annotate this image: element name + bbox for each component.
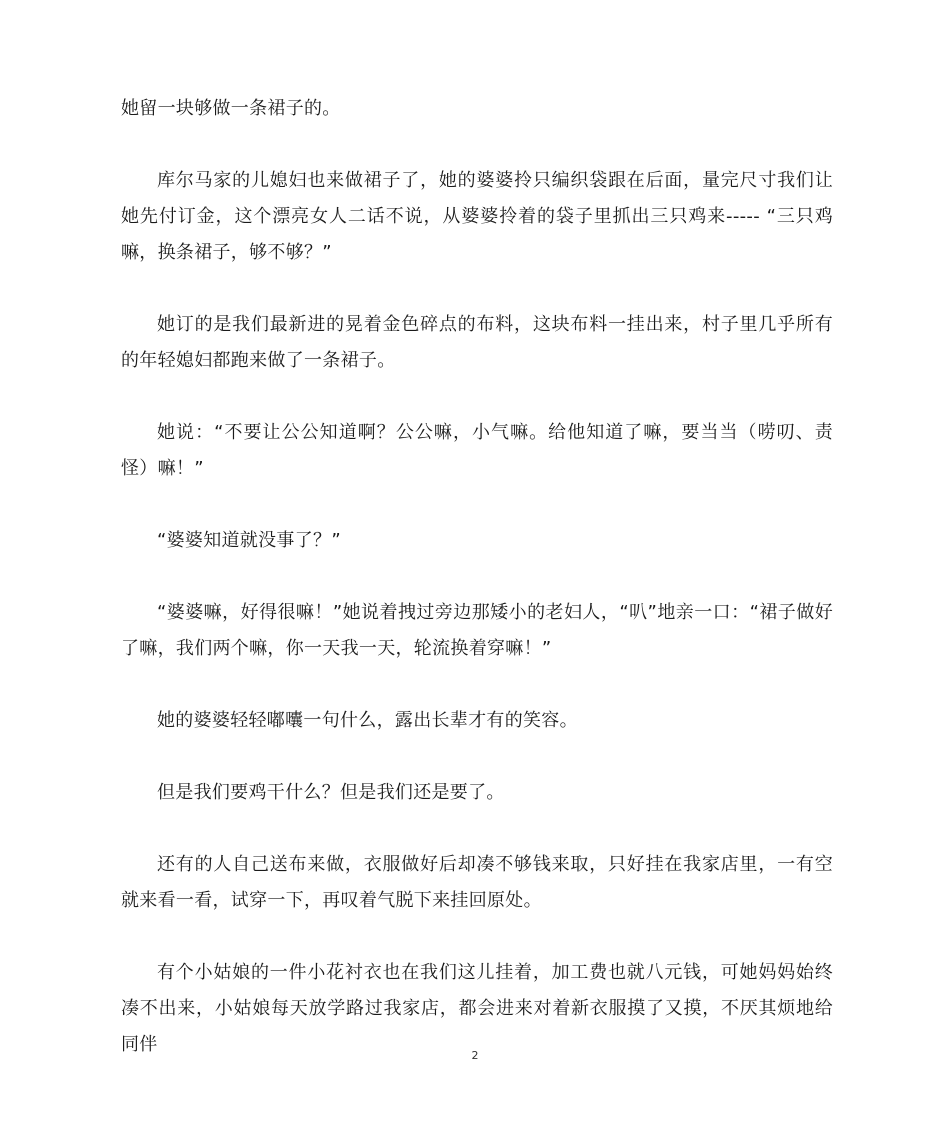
paragraph: “婆婆嘛，好得很嘛！”她说着拽过旁边那矮小的老妇人，“叭”地亲一口：“裙子做好了嘛，我们两个嘛，你一天我一天，轮流换着穿嘛！” <box>121 602 833 659</box>
paragraph: 库尔马家的儿媳妇也来做裙子了，她的婆婆拎只编织袋跟在后面，量完尺寸我们让她先付订金，这个漂亮女人二话不说，从婆婆拎着的袋子里抓出三只鸡来----- “三只鸡嘛，换条裙子，够不够？” <box>121 170 833 263</box>
paragraph: 她的婆婆轻轻嘟囔一句什么，露出长辈才有的笑容。 <box>157 710 578 731</box>
paragraph: “婆婆知道就没事了？” <box>157 530 341 551</box>
paragraph: 她订的是我们最新进的晃着金色碎点的布料，这块布料一挂出来，村子里几乎所有的年轻媳妇都跑来做了一条裙子。 <box>121 314 833 371</box>
body-text <box>121 91 833 1099</box>
paragraph: 但是我们要鸡干什么？但是我们还是要了。 <box>157 782 505 803</box>
paragraph: 还有的人自己送布来做，衣服做好后却凑不够钱来取，只好挂在我家店里，一有空就来看一看，试穿一下，再叹着气脱下来挂回原处。 <box>121 854 833 911</box>
paragraph: 她留一块够做一条裙子的。 <box>121 98 341 119</box>
page-number: 2 <box>471 1049 479 1062</box>
paragraph: 她说：“不要让公公知道啊？公公嘛，小气嘛。给他知道了嘛，要当当（唠叨、责怪）嘛！” <box>121 422 833 479</box>
paragraph: 有个小姑娘的一件小花衬衣也在我们这儿挂着，加工费也就八元钱，可她妈妈始终凑不出来，小姑娘每天放学路过我家店，都会进来对着新衣服摸了又摸，不厌其烦地给同伴 <box>121 962 833 1055</box>
